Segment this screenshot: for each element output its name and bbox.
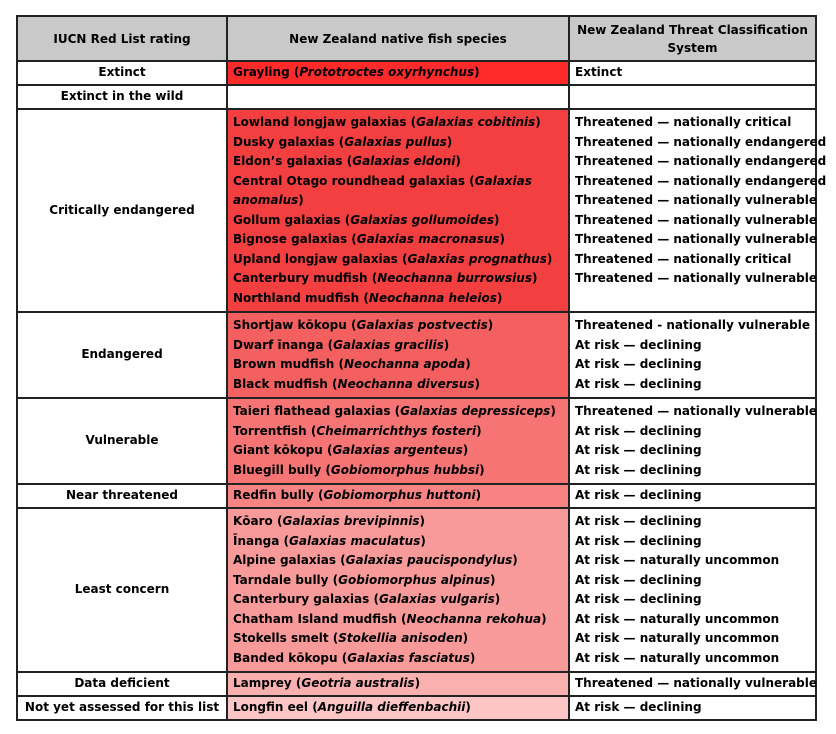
threat-status-entry: Threatened — nationally endangered [575,173,827,188]
species-scientific-name: Galaxias prognathus [407,251,547,266]
species-scientific-name: Gobiomorphus hubbsi [330,462,480,477]
table-row [17,109,816,312]
paren-close: ) [499,232,506,246]
iucn-rating-cell: Least concern [17,508,227,672]
table-row [17,61,816,85]
threat-status-entry: Threatened — nationally vulnerable [575,232,818,246]
species-scientific-name: Neochanna burrowsius [377,271,532,285]
species-entry [233,649,563,669]
species-cell [227,484,569,508]
iucn-rating-cell: Critically endangered [17,109,227,312]
paren-close: ) [420,533,426,548]
paren-open: ( [291,676,302,691]
paren-close: ) [546,251,553,266]
paren-open: ( [406,115,417,129]
species-scientific-name: Neochanna rekohua [406,611,542,626]
threat-status-entry: Threatened — nationally endangered [575,134,827,149]
species-entry [233,571,563,591]
species-entry [233,610,563,630]
species-common-name: Redfin bully [233,488,314,503]
species-scientific-name: Galaxias paucispondylus [345,553,513,567]
paren-close: ) [465,357,471,371]
species-scientific-name: Neochanna diversus [337,376,475,391]
threat-status-entry: Threatened — nationally vulnerable [575,212,818,227]
species-scientific-name: Galaxias maculatus [289,533,421,548]
threat-status-entry: Threatened — nationally vulnerable [575,676,818,691]
species-entry [233,512,563,532]
paren-close: ) [490,572,496,587]
species-entry [233,402,563,422]
threat-status-entry: At risk — declining [575,462,702,477]
species-cell [227,109,569,312]
paren-close: ) [465,700,471,715]
paren-close: ) [479,462,485,477]
paren-open: ( [328,572,339,587]
table-row [17,672,816,696]
species-common-name: Īnanga [233,533,280,548]
nz-threat-status-cell [569,484,816,508]
species-entry [233,698,563,718]
iucn-rating-cell: Vulnerable [17,398,227,484]
species-entry [233,172,563,211]
paren-close: ) [298,193,304,207]
threat-status-entry: At risk — declining [575,357,702,371]
table-row [17,398,816,484]
paren-open: ( [347,232,357,246]
paren-open: ( [396,611,407,626]
species-entry [233,113,563,133]
header-species: New Zealand native fish species [227,16,569,61]
header-nz-threat-classification: New Zealand Threat Classification System [569,16,816,61]
species-entry [233,674,563,694]
species-common-name: Chatham Island mudfish [233,611,397,626]
paren-close: ) [531,271,538,285]
threat-status-entry: At risk — declining [575,376,702,391]
species-common-name: Alpine galaxias [233,553,336,567]
iucn-rating-cell: Endangered [17,312,227,398]
paren-open: ( [369,592,379,606]
threat-status-entry: Threatened — nationally vulnerable [575,193,818,207]
threat-status-entry: At risk — declining [575,443,702,457]
paren-open: ( [327,376,338,391]
paren-open: ( [272,514,283,528]
paren-open: ( [308,700,318,715]
iucn-fish-table [16,15,827,721]
nz-threat-status-cell [569,61,816,85]
species-scientific-name: Anguilla dieffenbachii [317,700,466,715]
species-scientific-name: Neochanna heleios [368,290,497,305]
nz-threat-status-cell [569,508,816,672]
species-common-name: Gollum galaxias [233,212,341,227]
paren-close: ) [443,337,450,352]
species-common-name: Dusky galaxias [233,134,335,149]
paren-open: ( [279,533,290,548]
nz-threat-status-cell [569,312,816,398]
paren-close: ) [414,676,421,691]
paren-close: ) [446,134,453,149]
species-common-name: Canterbury mudfish [233,271,368,285]
species-common-name: Eldon’s galaxias [233,154,343,168]
paren-open: ( [313,488,324,503]
species-scientific-name: Galaxias gracilis [333,337,444,352]
species-scientific-name: Galaxias pullus [344,134,447,149]
paren-open: ( [359,290,369,305]
species-entry [233,441,563,461]
iucn-rating-cell: Extinct in the wild [17,85,227,109]
species-common-name: Bignose galaxias [233,232,348,246]
paren-open: ( [334,357,345,371]
threat-status-entry: At risk — declining [575,572,702,587]
species-scientific-name: Stokellia anisoden [338,631,463,645]
table-row [17,508,816,672]
paren-close: ) [475,488,482,503]
paren-open: ( [334,134,345,149]
species-entry [233,532,563,552]
species-common-name: Stokells smelt [233,631,329,645]
nz-threat-status-cell [569,672,816,696]
species-entry [233,629,563,649]
species-cell [227,312,569,398]
species-scientific-name: Cheimarrichthys fosteri [316,423,477,438]
paren-open: ( [337,650,348,665]
species-common-name: Canterbury galaxias [233,592,370,606]
nz-threat-status-cell [569,85,816,109]
species-scientific-name: Galaxias gollumoides [350,212,494,227]
paren-open: ( [340,212,351,227]
species-cell [227,398,569,484]
paren-close: ) [455,154,461,168]
paren-open: ( [367,271,378,285]
threat-status-entry: At risk — declining [575,337,702,352]
paren-open: ( [464,173,475,188]
paren-close: ) [541,611,547,626]
species-scientific-name: Prototroctes oxyrhynchus [299,65,475,80]
species-entry [233,316,563,336]
species-scientific-name: Galaxias anomalus [233,173,532,207]
paren-open: ( [328,631,339,645]
threat-status-entry: Threatened — nationally vulnerable [575,271,818,285]
species-common-name: Upland longjaw galaxias [233,251,398,266]
paren-open: ( [346,318,357,332]
species-common-name: Tarndale bully [233,572,329,587]
species-cell [227,508,569,672]
paren-close: ) [493,212,500,227]
species-cell [227,696,569,720]
iucn-rating-cell: Data deficient [17,672,227,696]
paren-open: ( [335,553,346,567]
species-entry [233,355,563,375]
species-entry [233,250,563,270]
species-entry [233,133,563,153]
paren-close: ) [487,318,494,332]
header-row [17,16,816,61]
paren-close: ) [476,423,482,438]
threat-status-entry: At risk — declining [575,592,702,606]
species-cell [227,672,569,696]
paren-open: ( [323,337,334,352]
species-common-name: Banded kōkopu [233,650,338,665]
paren-open: ( [322,443,333,457]
paren-close: ) [419,514,426,528]
species-entry [233,486,563,506]
species-scientific-name: Gobiomorphus alpinus [338,572,491,587]
threat-status-entry: At risk — declining [575,700,702,715]
species-entry [233,152,563,172]
species-scientific-name: Galaxias depressiceps [400,404,551,418]
species-scientific-name: Galaxias eldoni [352,154,456,168]
threat-status-entry: Threatened - nationally vulnerable [575,318,810,332]
species-scientific-name: Galaxias vulgaris [378,592,495,606]
species-common-name: Dwarf īnanga [233,337,324,352]
threat-status-entry: At risk — declining [575,514,702,528]
threat-status-entry: Threatened — nationally vulnerable [575,404,818,418]
paren-close: ) [496,290,503,305]
iucn-rating-cell: Extinct [17,61,227,85]
threat-status-entry: At risk — naturally uncommon [575,553,780,567]
species-entry [233,230,563,250]
threat-status-entry: At risk — declining [575,423,702,438]
threat-status-entry: At risk — declining [575,533,702,548]
species-common-name: Black mudfish [233,376,328,391]
species-scientific-name: Galaxias brevipinnis [282,514,420,528]
paren-open: ( [289,65,300,80]
species-cell [227,61,569,85]
threat-status-entry: At risk — declining [575,488,702,503]
species-common-name: Torrentfish [233,423,307,438]
iucn-rating-cell: Not yet assessed for this list [17,696,227,720]
paren-close: ) [469,650,476,665]
header-iucn-rating: IUCN Red List rating [17,16,227,61]
paren-open: ( [306,423,317,438]
paren-open: ( [321,462,331,477]
species-entry [233,551,563,571]
paren-close: ) [462,443,469,457]
species-scientific-name: Galaxias fasciatus [347,650,470,665]
paren-close: ) [550,404,556,418]
table-row [17,484,816,508]
species-scientific-name: Geotria australis [301,676,415,691]
species-common-name: Lowland longjaw galaxias [233,115,407,129]
species-scientific-name: Gobiomorphus huttoni [323,488,476,503]
species-common-name: Longfin eel [233,700,309,715]
species-entry [233,422,563,442]
species-entry [233,375,563,395]
species-entry [233,461,563,481]
threat-status-entry: Extinct [575,65,623,80]
table-row [17,696,816,720]
species-entry [233,211,563,231]
species-entry [233,336,563,356]
species-scientific-name: Neochanna apoda [344,357,466,371]
species-entry [233,289,563,309]
species-scientific-name: Galaxias macronasus [356,232,500,246]
species-entry [233,590,563,610]
paren-close: ) [474,376,480,391]
species-common-name: Shortjaw kōkopu [233,318,347,332]
paren-open: ( [390,404,401,418]
threat-status-entry: Threatened — nationally endangered [575,154,827,168]
table-body [17,61,827,720]
paren-close: ) [512,553,518,567]
species-cell [227,85,569,109]
species-common-name: Brown mudfish [233,357,335,371]
nz-threat-status-cell [569,696,816,720]
species-entry [233,63,563,83]
species-common-name: Lamprey [233,676,292,691]
paren-open: ( [397,251,408,266]
table-row [17,312,816,398]
species-scientific-name: Galaxias argenteus [332,443,463,457]
table-row [17,85,816,109]
species-common-name: Kōaro [233,514,273,528]
threat-status-entry: Threatened — nationally critical [575,115,792,129]
species-scientific-name: Galaxias postvectis [356,318,488,332]
threat-status-entry: At risk — naturally uncommon [575,631,780,645]
species-common-name: Giant kōkopu [233,443,323,457]
species-scientific-name: Galaxias cobitinis [416,115,536,129]
paren-close: ) [474,65,480,80]
species-common-name: Central Otago roundhead galaxias [233,173,465,188]
species-common-name: Bluegill bully [233,462,322,477]
nz-threat-status-cell [569,398,816,484]
threat-status-entry: At risk — naturally uncommon [575,611,780,626]
paren-open: ( [342,154,353,168]
threat-status-entry: Threatened — nationally critical [575,251,792,266]
paren-close: ) [494,592,501,606]
species-common-name: Taieri flathead galaxias [233,404,391,418]
species-common-name: Northland mudfish [233,290,360,305]
nz-threat-status-cell [569,109,827,312]
species-common-name: Grayling [233,65,290,80]
paren-close: ) [462,631,469,645]
paren-close: ) [535,115,541,129]
threat-status-entry: At risk — naturally uncommon [575,650,780,665]
species-entry [233,269,563,289]
iucn-rating-cell: Near threatened [17,484,227,508]
